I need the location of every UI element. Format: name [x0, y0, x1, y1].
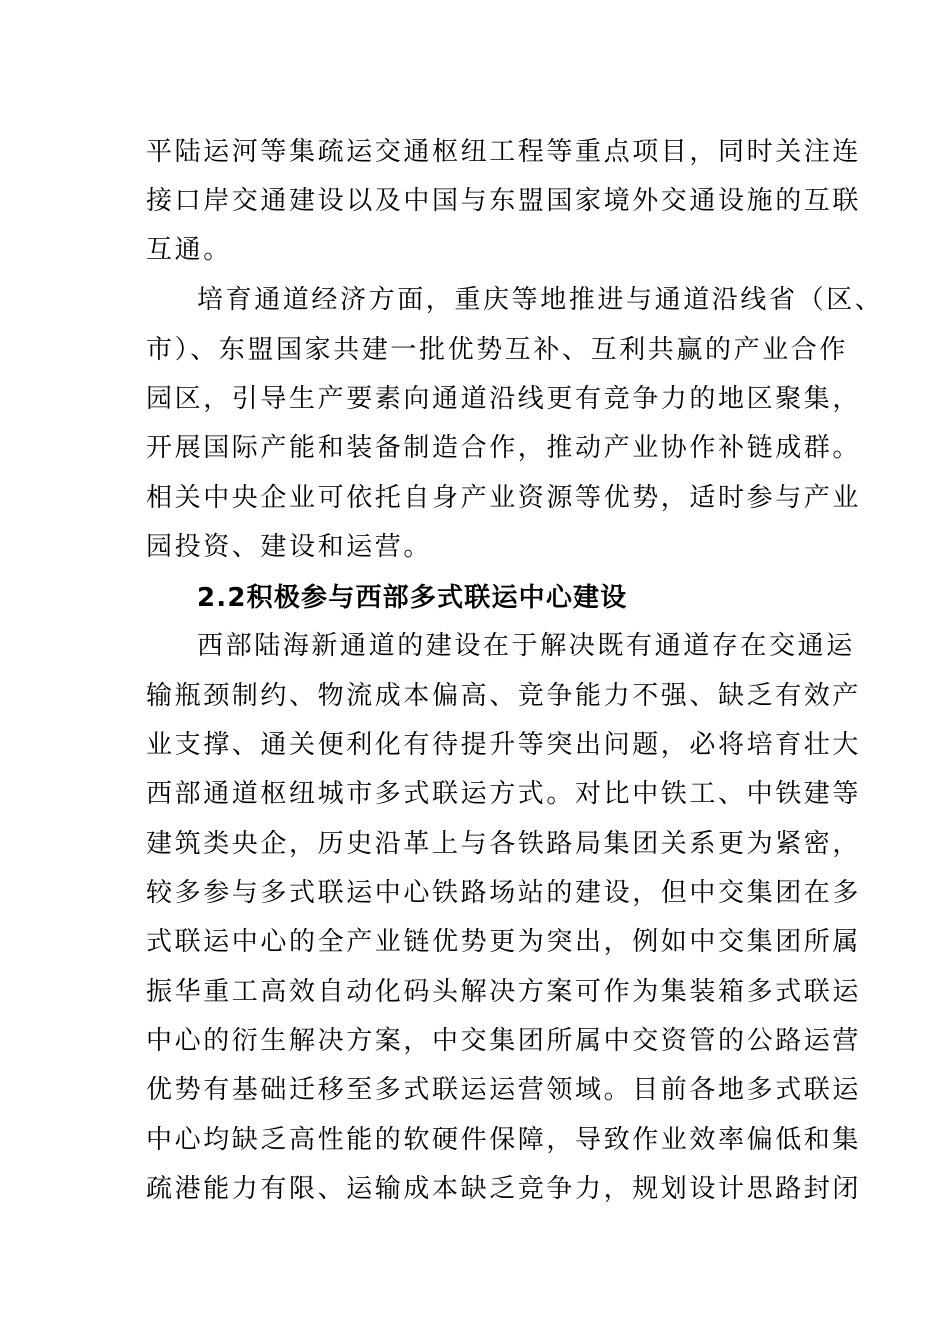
paragraph-first-line: 西部陆海新通道的建设在于解决既有通道存在交通运: [197, 631, 855, 661]
text-line: 西部通道枢纽城市多式联运方式。对比中铁工、中铁建等: [146, 779, 862, 809]
text-line: 中心均缺乏高性能的软硬件保障，导致作业效率偏低和集: [146, 1125, 862, 1155]
text-line: 园区，引导生产要素向通道沿线更有竞争力的地区聚集，: [146, 384, 862, 414]
text-line: 互通。: [146, 235, 232, 265]
text-line: 中心的衍生解决方案，中交集团所属中交资管的公路运营: [146, 1026, 862, 1056]
text-line: 优势有基础迁移至多式联运运营领域。目前各地多式联运: [146, 1075, 862, 1105]
text-line: 市）、东盟国家共建一批优势互补、互利共赢的产业合作: [146, 335, 849, 365]
text-line: 业支撑、通关便利化有待提升等突出问题，必将培育壮大: [146, 730, 862, 760]
paragraph-first-line: 培育通道经济方面，重庆等地推进与通道沿线省（区、: [197, 285, 884, 315]
text-line: 振华重工高效自动化码头解决方案可作为集装箱多式联运: [146, 977, 862, 1007]
text-line: 输瓶颈制约、物流成本偏高、竞争能力不强、缺乏有效产: [146, 681, 862, 711]
section-heading: 2.2积极参与西部多式联运中心建设: [197, 583, 628, 613]
text-line: 建筑类央企，历史沿革上与各铁路局集团关系更为紧密，: [146, 829, 862, 859]
text-line: 平陆运河等集疏运交通枢纽工程等重点项目，同时关注连: [146, 137, 862, 167]
text-line: 疏港能力有限、运输成本缺乏竞争力，规划设计思路封闭: [146, 1174, 862, 1204]
text-line: 较多参与多式联运中心铁路场站的建设，但中交集团在多: [146, 878, 862, 908]
text-line: 式联运中心的全产业链优势更为突出，例如中交集团所属: [146, 927, 862, 957]
text-line: 园投资、建设和运营。: [146, 532, 433, 562]
text-line: 开展国际产能和装备制造合作，推动产业协作补链成群。: [146, 433, 862, 463]
text-line: 接口岸交通建设以及中国与东盟国家境外交通设施的互联: [146, 186, 862, 216]
text-line: 相关中央企业可依托自身产业资源等优势，适时参与产业: [146, 483, 862, 513]
